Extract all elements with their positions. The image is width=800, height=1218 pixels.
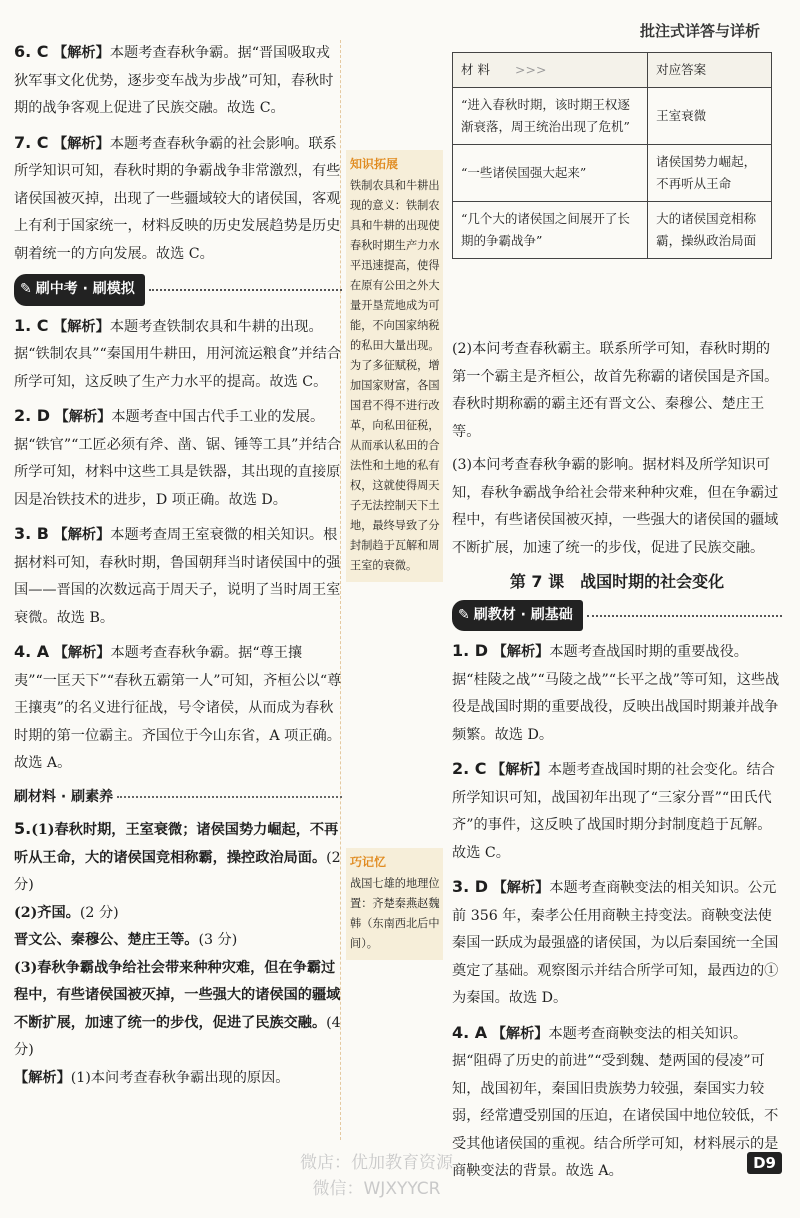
material-answer-table (452, 52, 772, 259)
answer-6: 6. C 【解析】本题考查春秋争霸。据“晋国吸取戎狄军事文化优势，逐步变车战为步战”可知，春秋时期的战争客观上促进了民族交融。故选 C。 (14, 42, 334, 116)
brush-icon: ✎ (458, 606, 470, 623)
sidebar-knowledge-title: 知识拓展 (350, 157, 399, 171)
sidebar-memory-title: 巧记忆 (350, 855, 387, 869)
table-header-material: 材 料 >>> (453, 53, 648, 88)
table-row: “进入春秋时期，该时期王权逐渐衰落，周王统治出现了危机” 王室衰微 (453, 88, 772, 145)
lesson7-answer-2: 2. C 【解析】本题考查战国时期的社会变化。结合所学知识可知，战国初年出现了“三家分晋”“田氏代齐”的事件，这反映了战国时期分封制度趋于瓦解。故选 C。 (452, 759, 775, 861)
page-number: D9 (747, 1152, 782, 1174)
mock-answer-5: 5.(1)春秋时期，王室衰微；诸侯国势力崛起，不再听从王命，大的诸侯国竞相称霸，操控政治局面。(2 分) (2)齐国。(2 分) 晋文公、秦穆公、楚庄王等。(3 分) (3)春秋争霸战争给社会带来种种灾难，但在争霸过程中，有些诸侯国被灭掉，一些强大的诸侯国的疆域不断扩展，加速了统一的步伐，促进了民族交融。(4 分) 【解析】(1)本问考查春秋争霸出现的原因。 (14, 819, 341, 1086)
answer-7: 7. C 【解析】本题考查春秋争霸的社会影响。联系所学知识可知，春秋时期的争霸战争非常激烈，有些诸侯国被灭掉，出现了一些疆域较大的诸侯国，客观上有利于国家统一，材料反映的历史发展趋势是历史朝着统一的方向发展。故选 C。 (14, 132, 341, 262)
sidebar-memory (346, 848, 443, 960)
sidebar-knowledge-text: 铁制农具和牛耕出现的意义：铁制农具和牛耕的出现使春秋时期生产力水平迅速提高，使得在原有公田之外大量开垦荒地成为可能，不向国家纳税的私田大量出现。为了多征赋税，增加国家财富，各国国君不得不进行改革，向私田征税，从而承认私田的合法性和土地的私有权，这就使得周天子无法控制天下土地，最终导致了分封制趋于瓦解和周王室的衰微。 (350, 179, 440, 572)
explanation-3: (3)本问考查春秋争霸的影响。据材料及所学知识可知，春秋争霸战争给社会带来种种灾难，但在争霸过程中，有些诸侯国被灭掉，一些强大的诸侯国的疆域不断扩展，加速了统一的步伐，促进了民族交融。 (452, 457, 779, 556)
table-row: “一些诸侯国强大起来” 诸侯国势力崛起，不再听从王命 (453, 145, 772, 202)
sidebar-memory-text: 战国七雄的地理位置：齐楚秦燕赵魏韩（东南西北后中间）。 (350, 877, 440, 950)
mock-answer-2: 2. D 【解析】本题考查中国古代手工业的发展。据“铁官”“工匠必须有斧、凿、锯、锤等工具”并结合所学可知，材料中这些工具是铁器，其出现的直接原因是冶铁技术的进步，D 项正确。故选 D。 (14, 406, 341, 508)
explanation-2: (2)本问考查春秋霸主。联系所学可知，春秋时期的第一个霸主是齐桓公，故首先称霸的诸侯国是齐国。春秋时期称霸的霸主还有晋文公、秦穆公、楚庄王等。 (452, 341, 779, 440)
watermark: 微店：优加教育资源 微信：WJXYYCR (300, 1153, 453, 1199)
brush-icon: ✎ (20, 281, 32, 297)
section-heading-textbook: ✎ 刷教材 · 刷基础 (452, 600, 782, 632)
lesson-title: 第 7 课 战国时期的社会变化 (509, 572, 725, 591)
mock-answer-4: 4. A 【解析】本题考查春秋争霸。据“尊王攘夷”“一匡天下”“春秋五霸第一人”可知，齐桓公以“尊王攘夷”的名义进行征战，号令诸侯，从而成为春秋时期的第一位霸主。齐国位于今山东省，A 项正确。故选 A。 (14, 642, 342, 771)
right-column (452, 336, 782, 1192)
section-heading-mock: ✎ 刷中考 · 刷模拟 (14, 274, 342, 306)
table-row: “几个大的诸侯国之间展开了长期的争霸战争” 大的诸侯国竞相称霸，操纵政治局面 (453, 202, 772, 259)
lesson7-answer-3: 3. D 【解析】本题考查商鞅变法的相关知识。公元前 356 年，秦孝公任用商鞅主持变法。商鞅变法使秦国一跃成为最强盛的诸侯国，为以后秦国统一全国奠定了基础。观察图示并结合所学可知，最西边的①为秦国。故选 D。 (452, 877, 779, 1006)
sidebar-knowledge (346, 150, 443, 582)
left-column (14, 38, 342, 1098)
mock-answer-1: 1. C 【解析】本题考查铁制农具和牛耕的出现。据“铁制农具”“秦国用牛耕田，用河流运粮食”并结合所学可知，这反映了生产力水平的提高。故选 C。 (14, 315, 341, 390)
mock-answer-3: 3. B 【解析】本题考查周王室衰微的相关知识。根据材料可知，春秋时期，鲁国朝拜当时诸侯国中的强国——晋国的次数远高于周天子，说明了当时周王室衰微。故选 B。 (14, 524, 341, 626)
lesson7-answer-1: 1. D 【解析】本题考查战国时期的重要战役。据“桂陵之战”“马陵之战”“长平之战”等可知，这些战役是战国时期的重要战役，反映出战国时期兼并战争频繁。故选 D。 (452, 641, 780, 743)
table-header-answer: 对应答案 (648, 53, 772, 88)
section-heading-material: 刷材料 · 刷素养 (14, 784, 342, 812)
header-title: 批注式详答与详析 (639, 22, 760, 40)
lesson7-answer-4: 4. A 【解析】本题考查商鞅变法的相关知识。据“阻碍了历史的前进”“受到魏、楚两国的侵凌”可知，战国初年，秦国旧贵族势力较强，秦国实力较弱，经常遭受别国的压迫，在诸侯国中地位较低，不受其他诸侯国的重视。结合所学可知，材料展示的是商鞅变法的背景。故选 A。 (452, 1022, 779, 1179)
